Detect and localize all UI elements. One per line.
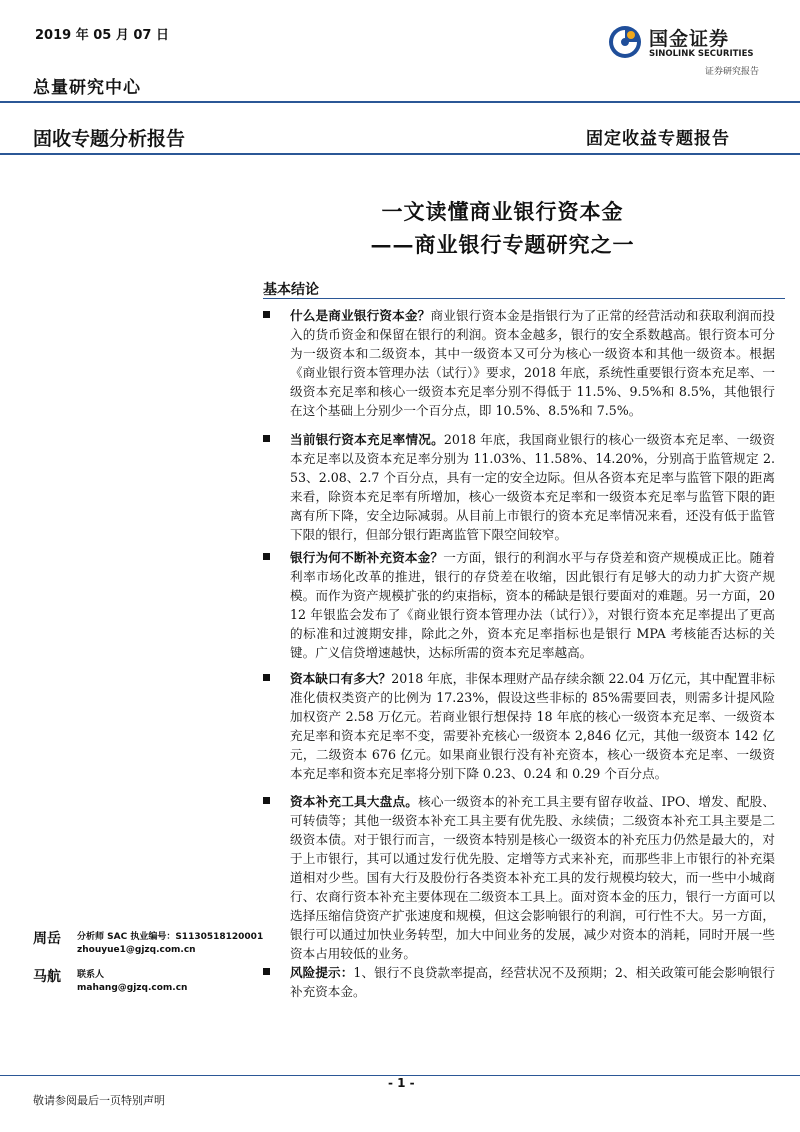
section-lead: 什么是商业银行资本金？ — [290, 308, 431, 323]
page-number: - 1 - — [388, 1076, 415, 1090]
section-lead: 银行为何不断补充资本金？ — [290, 550, 444, 565]
logo-english-name: SINOLINK SECURITIES — [649, 49, 754, 59]
square-bullet-icon — [263, 797, 270, 804]
header-divider-2 — [0, 153, 800, 155]
analyst-email[interactable]: zhouyue1@gjzq.com.cn — [77, 945, 196, 955]
company-logo — [607, 22, 767, 78]
square-bullet-icon — [263, 674, 270, 681]
sinolink-logo-icon — [607, 24, 643, 60]
square-bullet-icon — [263, 553, 270, 560]
section-lead: 资本缺口有多大？ — [290, 671, 392, 686]
section-body: 商业银行资本金是指银行为了正常的经营活动和获取利润而投入的货币资金和保留在银行的利润。资本金越多，银行的安全系数越高。银行资本可分为一级资本和二级资本，其中一级资本又可分为核心一级资本和其他一级资本。根据《商业银行资本管理办法（试行）》要求，2018 年底，系统性重要银行资本充足率、一级资本充足率和核心一级资本充足率分别不得低于 11.5%、9.5%和 8.5%，其他银行在这个基础上分别少一个百分点，即 10.5%、8.5%和 7.5%。 — [290, 308, 776, 418]
conclusion-section — [263, 306, 775, 420]
conclusion-section — [263, 792, 775, 963]
logo-subtitle: 证券研究报告 — [705, 67, 760, 77]
conclusion-section — [263, 430, 775, 544]
section-lead: 风险提示： — [290, 965, 354, 980]
contact-email[interactable]: mahang@gjzq.com.cn — [77, 983, 188, 993]
section-body: 一方面，银行的利润水平与存贷差和资产规模成正比。随着利率市场化改革的推进，银行的存贷差在收缩，因此银行有足够大的动力扩大资产规模。而作为资产规模扩张的约束指标，资本的稀缺是银行要面对的难题。另一方面，2012 年银监会发布了《商业银行资本管理办法（试行）》，对银行资本充足率提出了更高的标准和过渡期安排，除此之外，资本充足率指标也是银行 MPA 考核能否达标的关键。广义信贷增速越快，达标所需的资本充足率越高。 — [290, 550, 776, 660]
square-bullet-icon — [263, 311, 270, 318]
report-category: 固收专题分析报告 — [33, 128, 186, 150]
header-divider — [0, 101, 800, 103]
footer-disclaimer: 敬请参阅最后一页特别声明 — [33, 1094, 165, 1107]
department-name: 总量研究中心 — [33, 78, 141, 98]
report-title: 一文读懂商业银行资本金 — [381, 199, 624, 224]
logo-chinese-name: 国金证券 — [649, 28, 730, 50]
analyst-info — [77, 931, 263, 957]
conclusions-heading: 基本结论 — [263, 282, 319, 298]
report-type: 固定收益专题报告 — [586, 129, 730, 149]
square-bullet-icon — [263, 968, 270, 975]
contact-role: 联系人 — [77, 970, 105, 980]
square-bullet-icon — [263, 435, 270, 442]
section-lead: 当前银行资本充足率情况。 — [290, 432, 444, 447]
conclusion-section — [263, 669, 775, 783]
analyst-name: 周岳 — [33, 931, 61, 947]
report-subtitle: ——商业银行专题研究之一 — [370, 232, 635, 257]
conclusion-section — [263, 963, 775, 1001]
section-body: 1、银行不良贷款率提高，经营状况不及预期；2、相关政策可能会影响银行补充资本金。 — [290, 965, 775, 999]
section-lead: 资本补充工具大盘点。 — [290, 794, 419, 809]
section-body: 2018 年底，非保本理财产品存续余额 22.04 万亿元，其中配置非标准化债权类资产的比例为 17.23%，假设这些非标的 85%需要回表，则需多计提风险加权资产 2.58 万亿元。若商业银行想保持 18 年底的核心一级资本充足率、一级资本充足率和资本充足率不变，需要补充核心一级资本 2,846 亿元，其他一级资本 142 亿元，二级资本 676 亿元。如果商业银行没有补充资本，核心一级资本充足率、一级资本充足率和资本充足率将分别下降 0.23、0.24 和 0.29 个百分点。 — [290, 671, 775, 781]
contact-info — [77, 969, 187, 995]
section-body: 核心一级资本的补充工具主要有留存收益、IPO、增发、配股、可转债等；其他一级资本补充工具主要有优先股、永续债；二级资本补充工具主要是二级资本债。对于银行而言，一级资本特别是核心一级资本的补充压力仍然是最大的，对于上市银行，其可以通过发行优先股、定增等方式来补充，而那些非上市银行的补充渠道相对少些。国有大行及股份行各类资本补充工具的发行规模均较大，而一些中小城商行、农商行资本补充主要体现在二级资本工具上。面对资本金的压力，银行一方面可以选择压缩信贷资产扩张速度和规模，但这会影响银行的利润，可行性不大。另一方面，银行可以通过加快业务转型，加大中间业务的发展，减少对资本的消耗，同时开展一些资本占用较低的业务。 — [290, 794, 776, 961]
section-body: 2018 年底，我国商业银行的核心一级资本充足率、一级资本充足率以及资本充足率分别为 11.03%、11.58%、14.20%，分别高于监管规定 2.53、2.08、2.7 个百分点，具有一定的安全边际。但从各资本充足率与监管下限的距离来看，除资本充足率有所增加，核心一级资本充足率和一级资本充足率与监管下限的距离有所下降，安全边际减弱。从目前上市银行的资本充足率情况来看，还没有低于监管下限的银行，但部分银行距离监管下限空间较窄。 — [290, 432, 775, 542]
contact-name: 马航 — [33, 969, 61, 985]
conclusions-divider — [263, 298, 785, 299]
conclusion-section — [263, 548, 775, 662]
report-date: 2019 年 05 月 07 日 — [35, 28, 169, 43]
analyst-role: 分析师 SAC 执业编号：S1130518120001 — [77, 932, 264, 942]
